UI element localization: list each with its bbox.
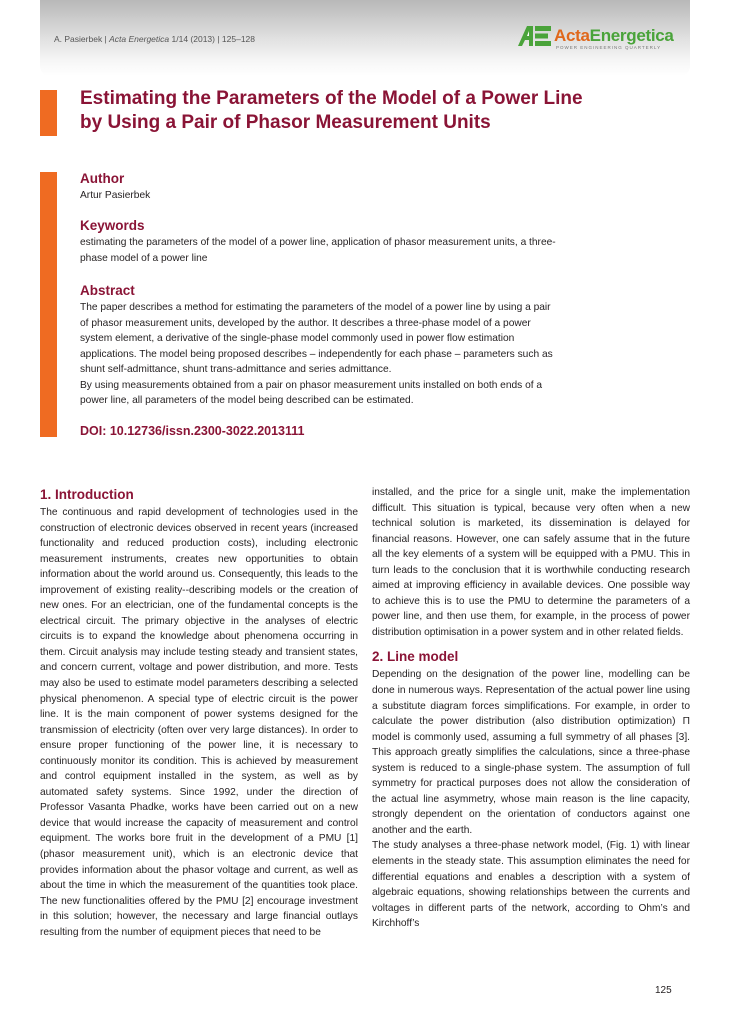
abstract-paragraph-2: By using measurements obtained from a pair on phasor measurement units installed on both ends of a power line, all parameters of the model being described can be estimated. — [80, 379, 543, 406]
logo-word-acta: Acta — [554, 26, 590, 45]
citation-journal: Acta Energetica — [109, 34, 170, 44]
logo-word-energetica: Energetica — [589, 26, 674, 45]
page-number: 125 — [655, 985, 672, 996]
introduction-paragraph: The continuous and rapid development of technologies used in the construction of electronic devices observed in recent years (increased functionality and reduced production costs), including electronic measurement instruments, creates new opportunities to obtain information about the world around us. Consequently, this leads to the improvement of existing reality--describing models or the creation of new ones. For an electrician, one of the fundamental concepts is the electrical circuit. The primary objective in the analyses of electric circuits is to expand the knowledge about phenomena occurring in them. Circuit analysis may include testing steady and transient states, and concern current, voltage and power distribution, and more. Tests may also be used to estimate model parameters describing a selected physical phenomenon. A special type of electric circuit is the power line. It is the main component of power systems designed for the transmission of electricity (often over very large distances). In order to ensure proper functioning of the power line, it is necessary to continuously monitor its condition. This is achieved by measurement and control equipment installed in the system, as well as by automated safety systems. Since 1992, under the direction of Professor Vasanta Phadke, works have been carried out on a new device that would increase the capacity of measurement and control equipment. The works bore fruit in the development of a PMU [1] (phasor measurement unit), which is an electronic device that provides information about the phasor voltage and current, as well as about the time in which the measurement of the quantities took place. The new functionalities offered by the PMU [2] encourage investment in this solution; however, the necessary and large financial outlays resulting from the number of equipment pieces that need to be — [40, 507, 358, 938]
logo-tagline: POWER ENGINEERING QUARTERLY — [556, 45, 662, 50]
abstract-section — [80, 282, 560, 409]
author-name: Artur Pasierbek — [80, 190, 151, 201]
keywords-heading: Keywords — [80, 218, 145, 233]
abstract-paragraph-1: The paper describes a method for estimating the parameters of the model of a power line by using a pair of phasor measurement units, developed by the author. It describes a three-phase model of a power system element, a derivative of the single-phase model commonly used in power flow estimation applications. The model being proposed describes – independently for each phase – parameters such as shunt self-admittance, shunt trans-admittance and series admittance. — [80, 302, 553, 375]
keywords-text: estimating the parameters of the model of a power line, application of phasor measurement units, a three-phase model of a power line — [80, 237, 556, 264]
abstract-heading: Abstract — [80, 283, 135, 298]
left-column — [40, 485, 358, 940]
title-line-2: by Using a Pair of Phasor Measurement Units — [80, 111, 491, 133]
author-section — [80, 170, 560, 204]
logo-wordmark — [554, 26, 674, 46]
page-header — [40, 0, 690, 76]
citation-author: A. Pasierbek | — [54, 34, 110, 44]
metadata-accent-bar — [40, 172, 57, 437]
doi-link[interactable]: DOI: 10.12736/issn.2300-3022.2013111 — [80, 424, 305, 438]
introduction-heading: 1. Introduction — [40, 487, 134, 502]
journal-logo — [518, 26, 674, 50]
author-heading: Author — [80, 171, 125, 186]
introduction-continued-paragraph: installed, and the price for a single unit, make the implementation difficult. This situation is typical, because very often when a new technical solution is marketed, its dissemination is delayed for financial reasons. However, one can safely assume that in the future all the key elements of a system will be equipped with a PMU. This in turn leads to the conclusion that it is worthwhile conducting research aimed at improving efficiency in available devices. One possible way to achieve this is to use the PMU to determine the parameters of a power line, and then use them, for example, in the process of power distribution optimisation in a power system and in other related fields. — [372, 487, 690, 638]
line-model-paragraph-2: The study analyses a three-phase network model, (Fig. 1) with linear elements in the steady state. This assumption eliminates the need for differential equations and enables a description with a system of algebraic equations, showing relationships between the currents and voltages in different parts of the network, according to Ohm’s and Kirchhoff’s — [372, 840, 690, 930]
citation-line — [54, 34, 255, 44]
citation-issue: 1/14 (2013) | 125–128 — [169, 34, 255, 44]
keywords-section — [80, 217, 560, 266]
line-model-paragraph-1: Depending on the designation of the power line, modelling can be done in numerous ways. Representation of the actual power line using a substitute diagram forces simplifications. For example, in order to calculate the power distribution (also distribution optimization) Π model is commonly used, assuming a full symmetry of all phases [3]. This approach greatly simplifies the calculations, since a three-phase system is reduced to a single-phase system. The assumption of full symmetry for practical purposes does not allow the consideration of the actual line asymmetry, whose main reason is the line capacity, strongly dependent on the orientation of conductors against one another and the earth. — [372, 669, 690, 836]
title-accent-bar — [40, 90, 57, 136]
title-line-1: Estimating the Parameters of the Model of a Power Line — [80, 88, 583, 109]
right-column — [372, 485, 690, 932]
logo-ae-icon — [518, 26, 552, 46]
article-title — [80, 87, 640, 134]
line-model-heading: 2. Line model — [372, 649, 459, 665]
